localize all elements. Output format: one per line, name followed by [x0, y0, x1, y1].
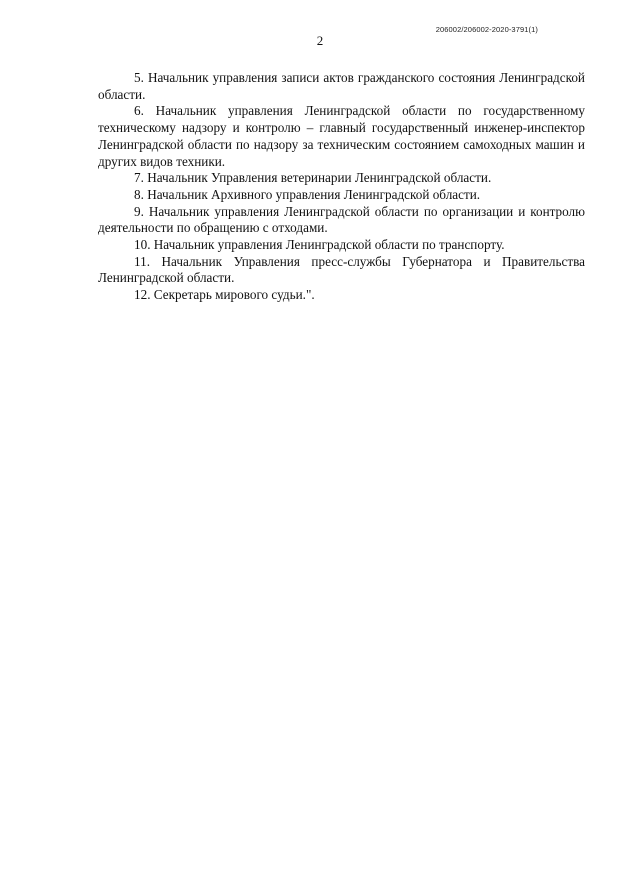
list-item-12: 12. Секретарь мирового судьи.".: [134, 287, 315, 303]
page-number: 2: [316, 33, 324, 48]
document-id: 206002/206002-2020-3791(1): [435, 25, 538, 34]
list-item-10: 10. Начальник управления Ленинградской области по транспорту.: [134, 237, 505, 253]
list-item-6: 6. Начальник управления Ленинградской области по государственному техническому надзору и контролю – главный государственный инженер-инспектор Ленинградской области по надзору за техническим состоянием самоходных машин и других видов техники.: [98, 103, 585, 169]
list-item-11: 11. Начальник Управления пресс-службы Губернатора и Правительства Ленинградской области.: [98, 253, 585, 286]
document-body: [98, 70, 585, 304]
list-item-7: 7. Начальник Управления ветеринарии Ленинградской области.: [134, 170, 492, 186]
list-item-5: 5. Начальник управления записи актов гражданского состояния Ленинградской области.: [98, 70, 585, 102]
list-item-9: 9. Начальник управления Ленинградской области по организации и контролю деятельности по обращению с отходами.: [98, 203, 585, 236]
list-item-8: 8. Начальник Архивного управления Ленинградской области.: [134, 186, 481, 202]
